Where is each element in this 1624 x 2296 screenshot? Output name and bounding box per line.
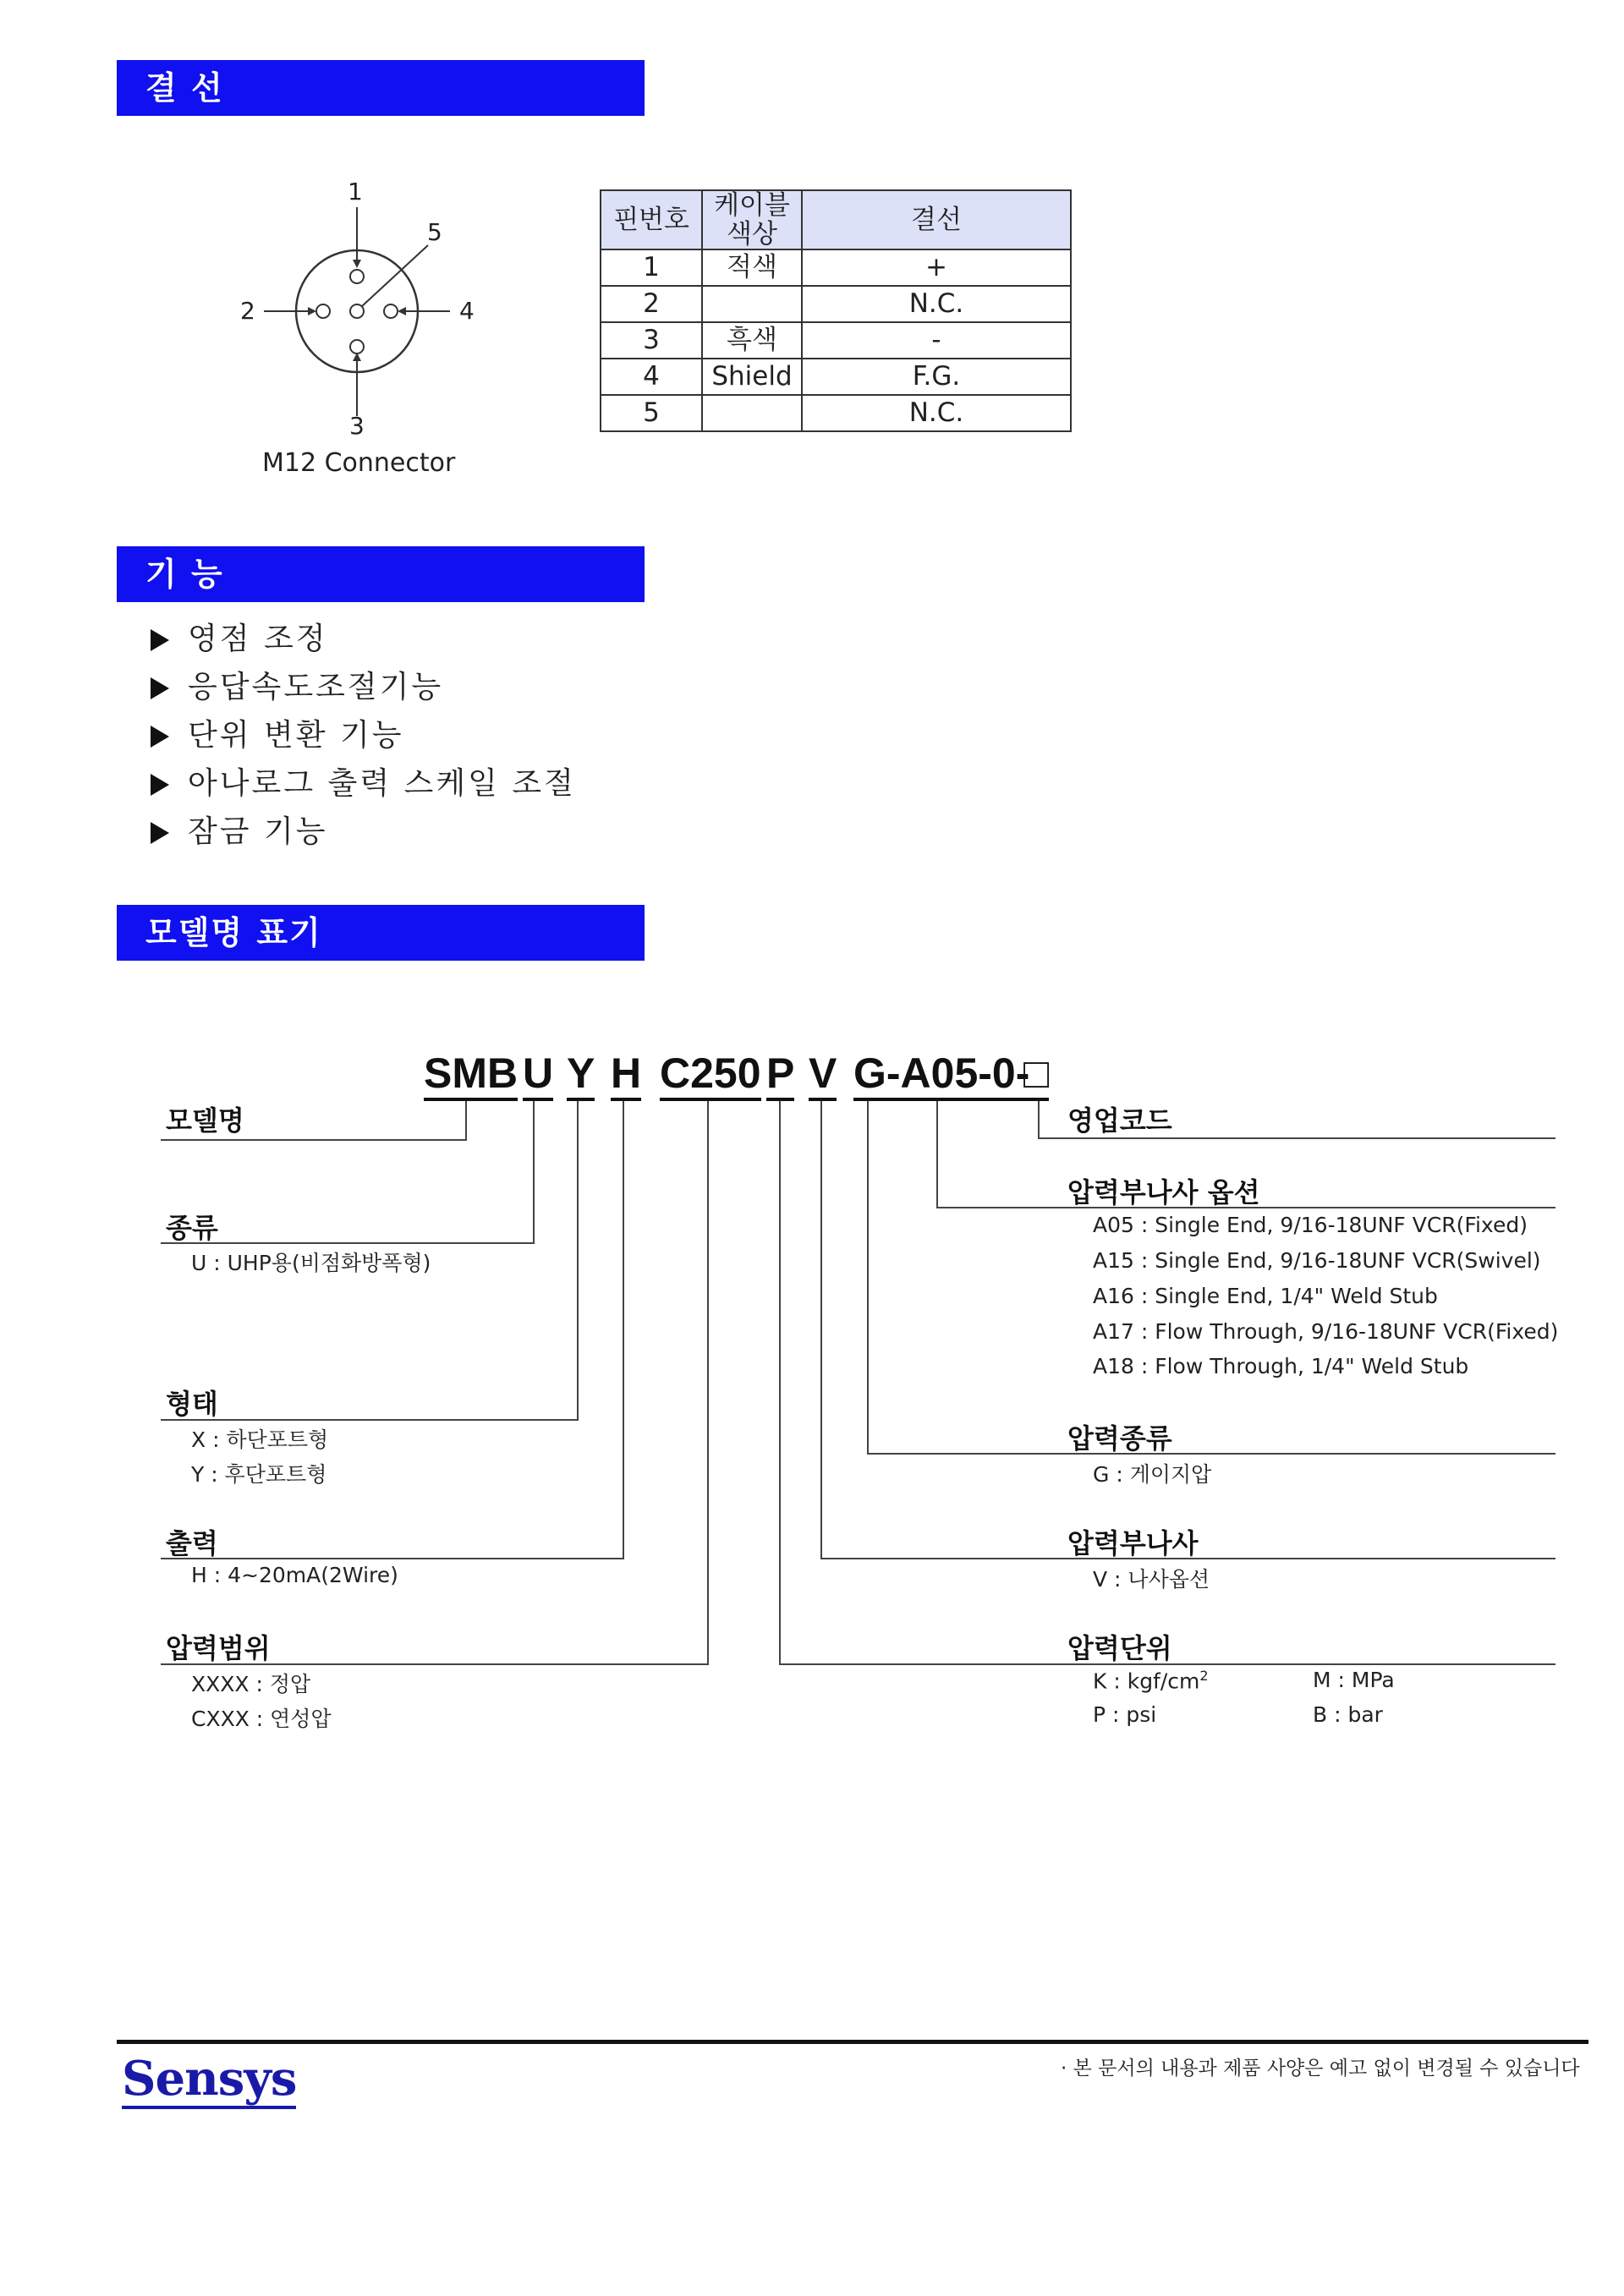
desc-range-cxxx: CXXX : 연성압 bbox=[191, 1707, 332, 1731]
desc-range-xxxx: XXXX : 정압 bbox=[191, 1672, 311, 1696]
desc-output-h: H : 4~20mA(2Wire) bbox=[191, 1563, 398, 1587]
model-code-h: H bbox=[611, 1049, 641, 1101]
label-model-name: 모델명 bbox=[166, 1104, 244, 1137]
triangle-bullet-icon bbox=[151, 726, 169, 748]
label-thread: 압력부나사 bbox=[1067, 1527, 1199, 1559]
cell-pin: 2 bbox=[601, 286, 702, 322]
desc-unit-p: P : psi bbox=[1093, 1702, 1157, 1727]
th-wiring: 결선 bbox=[802, 190, 1071, 249]
section-header-wiring: 결 선 bbox=[117, 60, 645, 116]
desc-thread-a16: A16 : Single End, 1/4" Weld Stub bbox=[1093, 1284, 1438, 1308]
pin-label-4: 4 bbox=[459, 297, 475, 325]
desc-unit-k: K : kgf/$cm^2$ bbox=[1093, 1668, 1209, 1694]
leader-line bbox=[161, 1419, 579, 1421]
desc-pressure-g: G : 게이지압 bbox=[1093, 1462, 1212, 1487]
m12-connector-diagram bbox=[228, 173, 482, 495]
triangle-bullet-icon bbox=[151, 822, 169, 844]
leader-line bbox=[779, 1101, 781, 1664]
pin-wiring-table bbox=[600, 189, 1072, 432]
cell-pin: 5 bbox=[601, 395, 702, 431]
leader-line bbox=[936, 1101, 938, 1208]
leader-line bbox=[867, 1101, 869, 1454]
table-row bbox=[601, 249, 1071, 286]
leader-line bbox=[161, 1558, 624, 1559]
table-row bbox=[601, 286, 1071, 322]
leader-line bbox=[707, 1101, 709, 1664]
footer-divider bbox=[117, 2040, 1588, 2044]
footer-notice: · 본 문서의 내용과 제품 사양은 예고 없이 변경될 수 있습니다 bbox=[1061, 2058, 1580, 2080]
list-item: 응답속도조절기능 bbox=[151, 663, 443, 706]
th-pin-no: 핀번호 bbox=[601, 190, 702, 249]
cell-pin: 4 bbox=[601, 359, 702, 395]
cell-pin: 3 bbox=[601, 322, 702, 359]
desc-unit-b: B : bar bbox=[1313, 1702, 1383, 1727]
connector-caption: M12 Connector bbox=[262, 448, 456, 478]
model-code-u: U bbox=[523, 1049, 553, 1101]
desc-thread-a05: A05 : Single End, 9/16-18UNF VCR(Fixed) bbox=[1093, 1213, 1528, 1237]
label-type: 종류 bbox=[166, 1212, 218, 1244]
leader-line bbox=[820, 1101, 822, 1559]
desc-thread-a18: A18 : Flow Through, 1/4" Weld Stub bbox=[1093, 1354, 1469, 1378]
label-output: 출력 bbox=[166, 1527, 218, 1559]
triangle-bullet-icon bbox=[151, 677, 169, 699]
leader-line bbox=[465, 1101, 467, 1140]
section-header-functions: 기 능 bbox=[117, 546, 645, 602]
label-pressure-unit: 압력단위 bbox=[1067, 1632, 1172, 1664]
leader-line bbox=[161, 1139, 467, 1141]
label-thread-option: 압력부나사 옵션 bbox=[1067, 1176, 1260, 1208]
table-row bbox=[601, 359, 1071, 395]
triangle-bullet-icon bbox=[151, 629, 169, 651]
list-item: 아나로그 출력 스케일 조절 bbox=[151, 759, 576, 803]
desc-form-x: X : 하단포트형 bbox=[191, 1427, 329, 1452]
desc-thread-a17: A17 : Flow Through, 9/16-18UNF VCR(Fixed) bbox=[1093, 1319, 1559, 1344]
cell-color bbox=[702, 395, 802, 431]
triangle-bullet-icon bbox=[151, 774, 169, 796]
desc-thread-v: V : 나사옵션 bbox=[1093, 1567, 1210, 1592]
model-code-y: Y bbox=[567, 1049, 595, 1101]
desc-unit-m: M : MPa bbox=[1313, 1668, 1395, 1692]
pin-label-3: 3 bbox=[349, 412, 365, 440]
list-item: 단위 변환 기능 bbox=[151, 711, 404, 754]
cell-color: 적색 bbox=[702, 249, 802, 286]
pin-label-2: 2 bbox=[240, 297, 255, 325]
cell-wiring: - bbox=[802, 322, 1071, 359]
cell-color bbox=[702, 286, 802, 322]
desc-thread-a15: A15 : Single End, 9/16-18UNF VCR(Swivel) bbox=[1093, 1248, 1541, 1273]
model-code-c250: C250 bbox=[660, 1049, 761, 1101]
table-row bbox=[601, 395, 1071, 431]
list-item: 영점 조정 bbox=[151, 615, 328, 658]
th-cable-color: 케이블 색상 bbox=[702, 190, 802, 249]
sensys-logo: Sensys bbox=[122, 2052, 296, 2109]
cell-wiring: F.G. bbox=[802, 359, 1071, 395]
model-code-smb: SMB bbox=[424, 1049, 518, 1101]
desc-type-u: U : UHP용(비점화방폭형) bbox=[191, 1251, 431, 1275]
pin-label-5: 5 bbox=[427, 218, 442, 246]
cell-color: Shield bbox=[702, 359, 802, 395]
cell-wiring: N.C. bbox=[802, 286, 1071, 322]
model-code-v: V bbox=[809, 1049, 837, 1101]
leader-line bbox=[1038, 1101, 1040, 1138]
leader-line bbox=[577, 1101, 579, 1420]
cell-wiring: N.C. bbox=[802, 395, 1071, 431]
label-pressure-range: 압력범위 bbox=[166, 1632, 271, 1664]
model-code-p: P bbox=[766, 1049, 794, 1101]
cell-wiring: + bbox=[802, 249, 1071, 286]
table-row bbox=[601, 322, 1071, 359]
cell-color: 흑색 bbox=[702, 322, 802, 359]
label-sales-code: 영업코드 bbox=[1067, 1104, 1172, 1137]
model-code-g-a05-0: G-A05-0- bbox=[853, 1049, 1029, 1101]
pin-label-1: 1 bbox=[348, 178, 363, 205]
list-item: 잠금 기능 bbox=[151, 808, 328, 851]
model-code-box: □ bbox=[1023, 1049, 1049, 1101]
leader-line bbox=[867, 1453, 1555, 1455]
label-pressure-type: 압력종류 bbox=[1067, 1422, 1172, 1455]
section-header-model: 모델명 표기 bbox=[117, 905, 645, 961]
leader-line bbox=[533, 1101, 535, 1243]
cell-pin: 1 bbox=[601, 249, 702, 286]
leader-line bbox=[623, 1101, 624, 1559]
label-form: 형태 bbox=[166, 1388, 218, 1420]
desc-form-y: Y : 후단포트형 bbox=[191, 1462, 327, 1487]
